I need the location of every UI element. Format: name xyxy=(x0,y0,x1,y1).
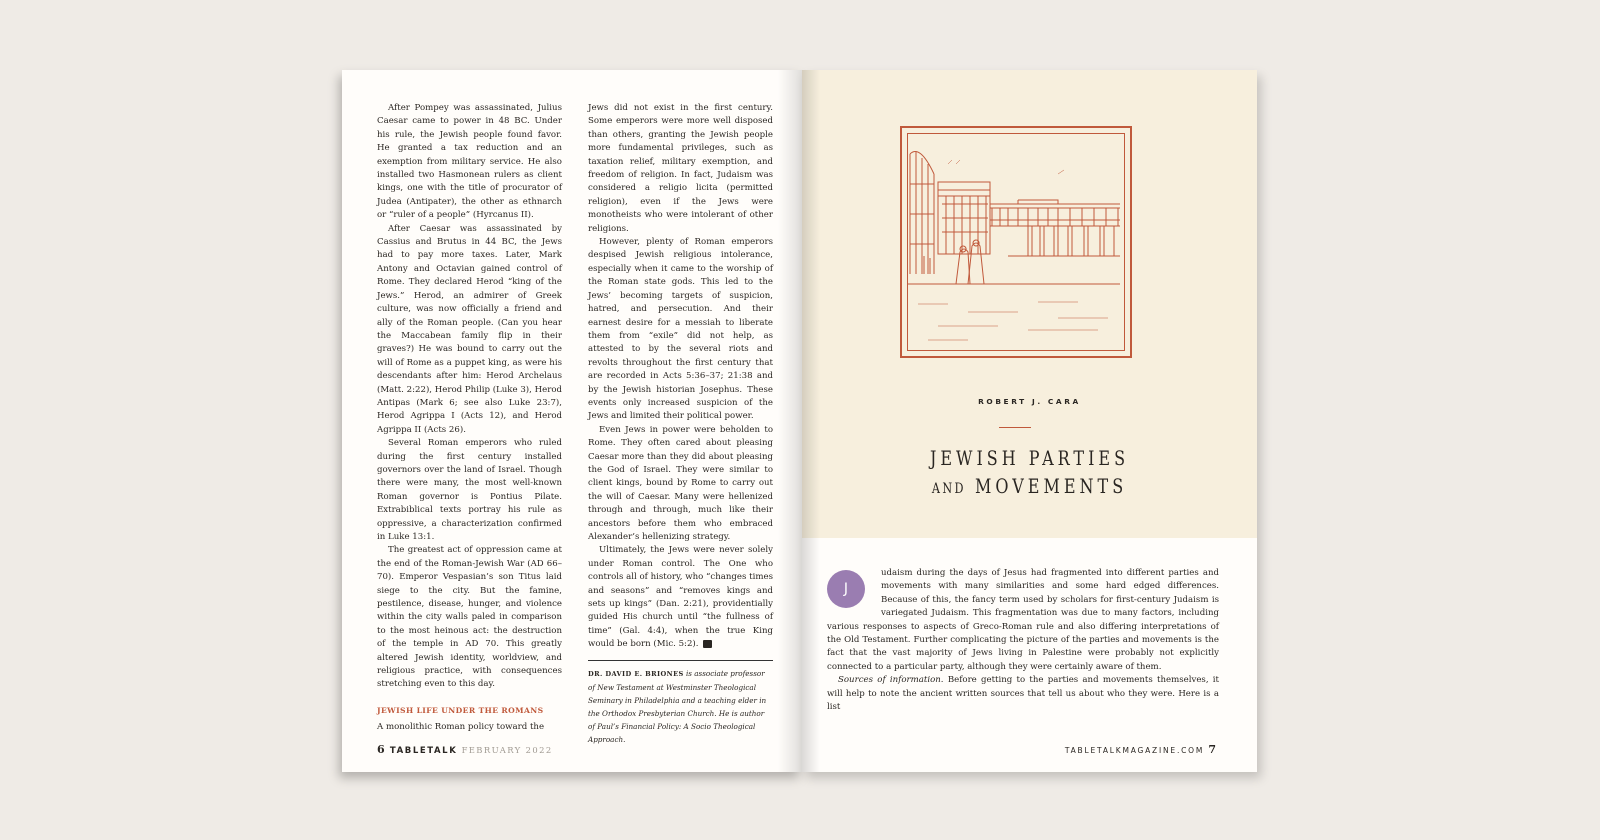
title-rule xyxy=(999,427,1031,428)
dropcap-badge: J xyxy=(827,570,865,608)
paragraph: However, plenty of Roman emperors despised Jewish religious intolerance, especially when it came to the worship of the Roman state gods. This led to the Jews’ becoming targets of suspicion, hatred, and persecution. And their earnest desire for a messiah to liberate them from “exile” did not help, as attested to by the several riots and revolts throughout the first century that are recorded in Acts 5:36–37; 21:38 and by the Jewish historian Josephus. These events only increased suspicion of the Jews and limited their political power. xyxy=(588,237,773,422)
paragraph: The greatest act of oppression came at the end of the Roman-Jewish War (AD 66–70). Emperor Vespasian’s son Titus laid siege to the city. But the famine, pestilence, disease, hunger, and violence within the city walls paled in comparison to the most heinous act: the destruction of the temple in AD 70. This greatly altered Jewish identity, worldview, and religious practice, with consequences stretching even to this day. xyxy=(377,545,562,690)
article-body xyxy=(827,567,1219,714)
paragraph: Even Jews in power were beholden to Rome. They often cared about pleasing Caesar more than they did about pleasing the God of Israel. They were similar to client kings, bound by Rome to carry out the will of Caesar. Many were hellenized through and through, much like their ancestors before them who embraced Alexander’s hellenizing strategy. xyxy=(588,424,773,542)
end-mark-icon xyxy=(703,640,712,648)
gutter-shadow-left xyxy=(778,70,802,772)
left-column-1 xyxy=(377,102,562,735)
illustration-frame xyxy=(900,126,1132,358)
paragraph: After Caesar was assassinated by Cassius and Brutus in 44 BC, the Jews had to pay more taxes. Later, Mark Antony and Octavian gained control of Rome. They declared Herod “king of the Jews.” Herod, an admirer of Greek culture, was now officially a friend and ally of the Roman people. (Can you hear the Maccabean family flip in their graves?) He was bound to carry out the will of Rome as a puppet king, as were his descendants after him: Herod Archelaus (Matt. 2:22), Herod Philip (Luke 3), Herod Antipas (Mark 6; see also Luke 23:7), Herod Agrippa I (Acts 12), and Herod Agrippa II (Acts 26). xyxy=(377,223,562,435)
inline-heading: Sources of information. xyxy=(838,675,944,686)
magazine-name: TABLETALK xyxy=(389,746,458,756)
left-page xyxy=(342,70,802,772)
article-title xyxy=(802,444,1257,503)
title-line-2 xyxy=(848,472,1212,503)
title-movements: MOVEMENTS xyxy=(975,474,1128,498)
paragraph: udaism during the days of Jesus had fragmented into different parties and movements with many similarities and some hard edged differences. Because of this, the fancy term used by scholars for first-century Judaism is variegated Judaism. This fragmentation was due to many factors, including various responses to aspects of Greco-Roman rule and also differing interpretations of the Old Testament. Further complicating the picture of the parties and movements is the fact that the vast majority of Jews living in Palestine were probably not explicitly connected to a particular party, although they were certainly aware of them. xyxy=(827,568,1219,672)
title-line-1: JEWISH PARTIES xyxy=(929,446,1130,470)
issue-date: FEBRUARY 2022 xyxy=(461,745,553,755)
paragraph-text: Before getting to the parties and movements themselves, it will help to note the ancient written sources that tell us about who they were. Here is a list xyxy=(827,675,1220,713)
bio-text: is associate professor of New Testament at Westminster Theological Seminary in Philadelphia and a teaching elder in the Orthodox Presbyterian Church. He is author of Paul’s Financial Policy: A Socio Theological Approach. xyxy=(588,668,767,744)
paragraph: After Pompey was assassinated, Julius Caesar came to power in 48 BC. Under his rule, the Jewish people found favor. He granted a tax reduction and an exemption from military service. He also installed two Hasmonean rulers as client kings, one with the title of procurator of Judea (Antipater), the other as ethnarch or “ruler of a people” (Hyrcanus II). xyxy=(377,103,562,221)
page-number: 7 xyxy=(1208,743,1217,756)
gutter-shadow-right xyxy=(802,70,820,772)
paragraph: Jews did not exist in the first century. Some emperors were more well disposed than others, granting the Jewish people more fundamental privileges, such as taxation relief, military exemption, and freedom of religion. In fact, Judaism was considered a religio licita (permitted religion), even if the Jews were monotheists who were intolerant of other religions. xyxy=(588,103,773,234)
ancient-city-illustration xyxy=(907,133,1125,351)
paragraph-text: Ultimately, the Jews were never solely under Roman control. The One who controls all of history, who “changes times and seasons” and “removes kings and sets up kings” (Dan. 2:21), providentially guided His church until “the fullness of time” (Gal. 4:4), when the true King would be born (Mic. 5:2). xyxy=(588,545,773,650)
paragraph: Several Roman emperors who ruled during the first century installed governors over the land of Israel. Though there were many, the most well-known Roman governor is Pontius Pilate. Extrabiblical texts portray his rule as oppressive, a characterization confirmed in Luke 13:1. xyxy=(377,438,562,542)
paragraph: A monolithic Roman policy toward the xyxy=(377,722,545,733)
right-page xyxy=(802,70,1257,772)
author-bio xyxy=(588,660,773,746)
folio-left xyxy=(377,743,553,756)
title-and: AND xyxy=(931,481,966,497)
paragraph-last xyxy=(588,544,773,651)
section-subhead: JEWISH LIFE UNDER THE ROMANS xyxy=(377,705,544,715)
ruins-sketch-icon xyxy=(908,134,1122,348)
magazine-spread xyxy=(342,70,1257,772)
paragraph xyxy=(827,674,1219,714)
website: TABLETALKMAGAZINE.COM xyxy=(1064,746,1205,755)
bio-name: DR. DAVID E. BRIONES xyxy=(588,669,684,678)
left-column-2 xyxy=(588,102,773,746)
page-number: 6 xyxy=(377,743,386,756)
article-author: ROBERT J. CARA xyxy=(978,397,1081,406)
folio-right xyxy=(1065,743,1217,756)
